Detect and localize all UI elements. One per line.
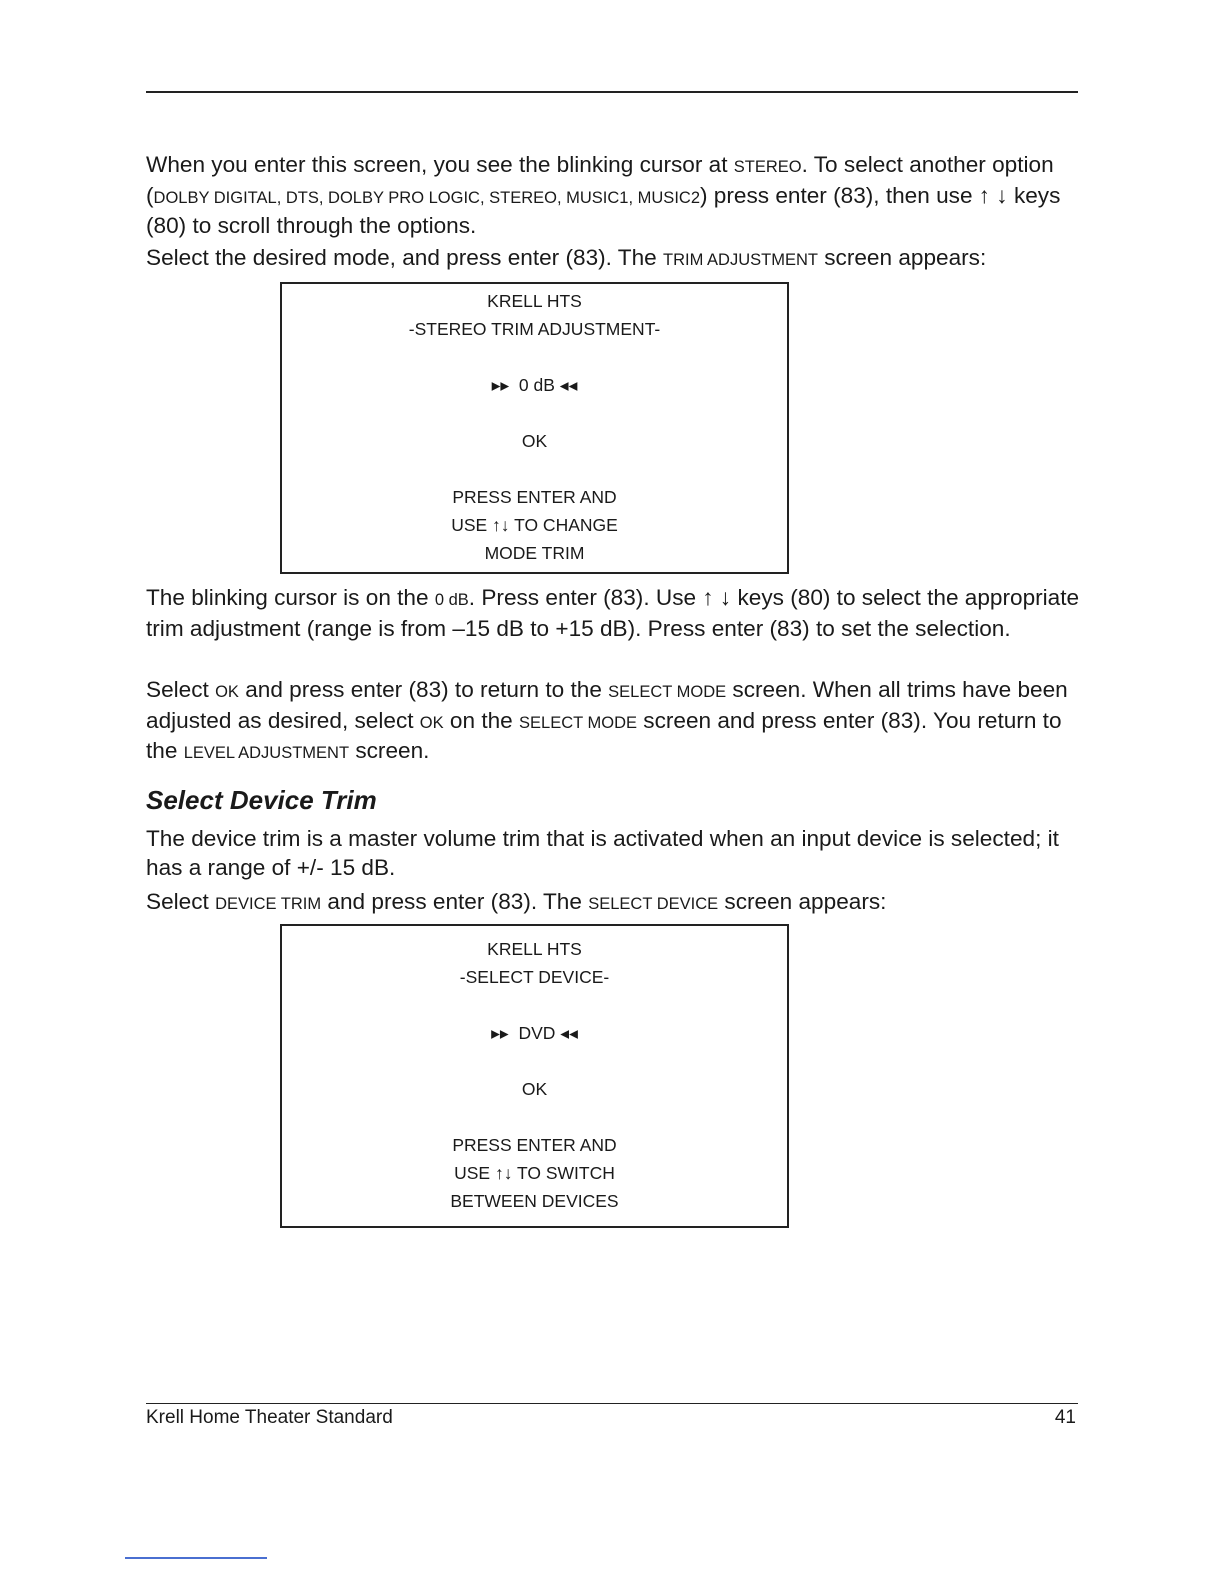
screen-title: KRELL HTS: [487, 939, 582, 959]
text-run: Select: [146, 677, 216, 702]
select-device-screen: [280, 924, 789, 1228]
text-run: screen. When all trims have been adjusted as desired, select: [146, 677, 1068, 733]
page-number: 41: [1054, 1407, 1076, 1428]
cursor-paragraph: [146, 584, 1081, 643]
ok-option: OK: [521, 431, 548, 451]
small-caps-term: SELECT MODE: [519, 713, 637, 732]
text-run: The blinking cursor is on the: [146, 585, 435, 610]
cursor-left-arrows-icon: ◂◂: [560, 1023, 578, 1043]
ok-option: OK: [521, 1079, 548, 1099]
scan-artifact-bar: [125, 1557, 267, 1559]
small-caps-term: SELECT DEVICE: [588, 895, 719, 913]
return-paragraph: [146, 676, 1081, 768]
screen-subtitle: -STEREO TRIM ADJUSTMENT-: [408, 319, 661, 339]
text-run: Select: [146, 889, 216, 914]
screen-instruction-1: PRESS ENTER AND: [452, 487, 617, 507]
text-run: screen appears:: [718, 889, 887, 914]
trim-value-row: [282, 371, 787, 399]
screen-instruction-3: MODE TRIM: [484, 543, 585, 563]
small-caps-term: TRIM ADJUSTMENT: [663, 251, 818, 269]
screen-subtitle: -SELECT DEVICE-: [459, 967, 610, 987]
device-trim-paragraph: The device trim is a master volume trim that is activated when an input device is selected; it has a range of +/- 15 dB.: [146, 826, 1059, 880]
text-run: screen appears:: [817, 245, 987, 270]
text-run: and press enter (83). The: [321, 889, 589, 914]
text-run: ) press enter (83), then use ↑ ↓ keys (80) to scroll through the options.: [146, 182, 1061, 238]
text-run: on the: [443, 707, 520, 733]
small-caps-term: DOLBY DIGITAL, DTS, DOLBY PRO LOGIC, STEREO, MUSIC1, MUSIC2: [153, 188, 700, 207]
screen-instruction-2: USE ↑↓ TO SWITCH: [454, 1163, 615, 1183]
cursor-right-arrows-icon: ▸▸: [491, 1023, 509, 1043]
device-value: DVD: [518, 1023, 556, 1043]
screen-title: KRELL HTS: [487, 291, 582, 311]
small-caps-term: OK: [215, 683, 239, 701]
section-heading: Select Device Trim: [146, 785, 377, 815]
screen-instruction-3: BETWEEN DEVICES: [450, 1191, 619, 1211]
screen-instruction-1: PRESS ENTER AND: [452, 1135, 617, 1155]
small-caps-term: DEVICE TRIM: [215, 895, 322, 913]
trim-value: 0 dB: [518, 375, 555, 395]
trim-intro-paragraph: [146, 244, 1081, 275]
small-caps-term: LEVEL ADJUSTMENT: [183, 744, 350, 762]
device-intro-paragraph: [146, 888, 1081, 919]
text-run: . To select another option (: [146, 152, 1054, 208]
trim-adjustment-screen: [280, 282, 789, 574]
text-run: screen.: [349, 738, 430, 763]
text-run: screen and press enter (83). You return to the: [146, 707, 1062, 763]
device-value-row: [282, 1019, 787, 1047]
intro-paragraph: [146, 151, 1081, 241]
cursor-right-arrows-icon: ▸▸: [491, 375, 510, 395]
header-rule: [146, 91, 1078, 93]
small-caps-term: 0 dB: [434, 591, 469, 609]
text-run: When you enter this screen, you see the blinking cursor at: [146, 152, 734, 177]
text-run: Select the desired mode, and press enter (83). The: [146, 245, 664, 270]
footer-rule: [146, 1403, 1078, 1404]
cursor-left-arrows-icon: ◂◂: [559, 375, 578, 395]
small-caps-term: STEREO: [733, 158, 802, 176]
text-run: . Press enter (83). Use ↑ ↓ keys (80) to select the appropriate trim adjustment (range is from –15 dB to +15 dB). Press enter (83) to set the selection.: [146, 585, 1080, 641]
small-caps-term: SELECT MODE: [608, 683, 727, 701]
footer-title: Krell Home Theater Standard: [146, 1407, 393, 1428]
small-caps-term: OK: [419, 713, 444, 732]
text-run: and press enter (83) to return to the: [238, 677, 609, 702]
screen-instruction-2: USE ↑↓ TO CHANGE: [451, 515, 618, 535]
